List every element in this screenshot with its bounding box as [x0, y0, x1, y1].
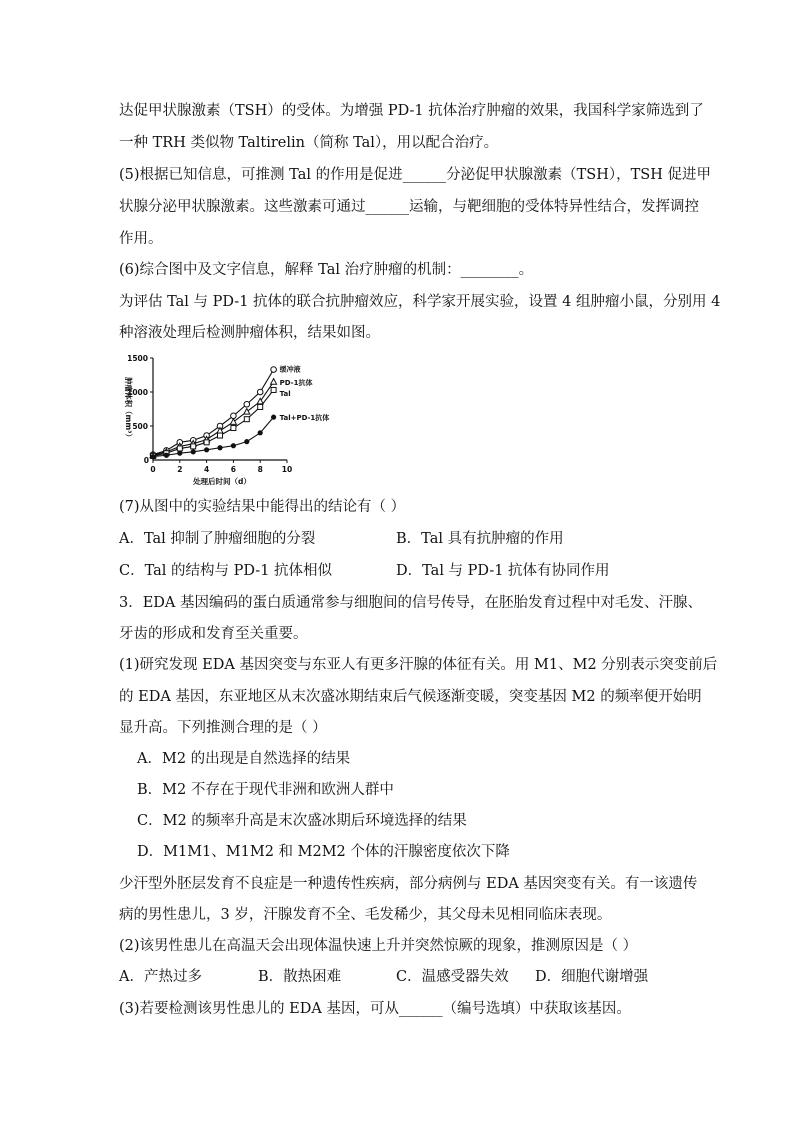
question-3-1-line-1: (1)研究发现 EDA 基因突变与东亚人有更多汗腺的体征有关。用 M1、M2 分别表示突变前后 — [119, 657, 718, 673]
question-3-1-line-3: 显升高。下列推测合理的是（ ） — [119, 720, 327, 736]
x-tick-label: 2 — [177, 465, 183, 474]
data-point — [177, 446, 182, 451]
question-5-line-3: 作用。 — [119, 231, 163, 247]
question-3-1-line-2: 的 EDA 基因，东亚地区从末次盛冰期结束后气候逐渐变暖，突变基因 M2 的频率便开始明 — [119, 689, 702, 705]
question-3-2-option-d[interactable]: D．细胞代谢增强 — [535, 969, 649, 985]
legend-label: 缓冲液 — [279, 365, 301, 374]
experiment-line-2: 种溶液处理后检测肿瘤体积，结果如图。 — [119, 325, 380, 341]
series-line-2 — [153, 390, 274, 456]
chart-axes — [124, 354, 292, 486]
question-7-option-d[interactable]: D．Tal 与 PD-1 抗体有协同作用 — [396, 563, 610, 579]
data-point — [244, 417, 249, 422]
x-tick-label: 8 — [257, 465, 263, 474]
series-line-3 — [153, 417, 274, 456]
question-3-1-option-b[interactable]: B．M2 不存在于现代非洲和欧洲人群中 — [137, 782, 394, 798]
case-line-1: 少汗型外胚层发育不良症是一种遗传性疾病，部分病例与 EDA 基因突变有关。有一该遗传 — [119, 876, 698, 892]
question-3-intro-1: 3．EDA 基因编码的蛋白质通常参与细胞间的信号传导，在胚胎发育过程中对毛发、汗腺、 — [119, 595, 703, 611]
legend-label: Tal — [279, 389, 291, 398]
y-axis-label: 肿瘤体积（mm³） — [124, 377, 133, 441]
data-point — [204, 440, 209, 445]
y-tick-label: 1000 — [127, 388, 148, 397]
data-point — [258, 430, 263, 435]
text-line-2: 一种 TRH 类似物 Taltirelin（简称 Tal），用以配合治疗。 — [119, 135, 499, 151]
x-tick-label: 6 — [230, 465, 237, 474]
data-point — [217, 445, 222, 450]
question-3-2-option-a[interactable]: A．产热过多 — [119, 969, 202, 985]
text-line-1: 达促甲状腺激素（TSH）的受体。为增强 PD-1 抗体治疗肿瘤的效果，我国科学家筛选到了 — [119, 103, 704, 119]
data-point — [218, 433, 223, 438]
y-tick-label: 500 — [132, 422, 148, 431]
question-3-2-option-b[interactable]: B．散热困难 — [258, 969, 342, 985]
data-point — [257, 389, 263, 395]
tumor-volume-chart — [115, 350, 345, 490]
x-tick-label: 4 — [203, 465, 210, 474]
data-point — [164, 453, 169, 458]
data-point — [231, 426, 236, 431]
question-3-intro-2: 牙齿的形成和发育至关重要。 — [119, 626, 308, 642]
y-tick-label: 0 — [143, 456, 149, 465]
data-point — [271, 415, 276, 420]
y-tick-label: 1500 — [127, 354, 148, 363]
series-line-1 — [153, 382, 274, 455]
x-tick-label: 0 — [150, 465, 156, 474]
legend-label: PD-1抗体 — [279, 378, 313, 387]
question-7-option-a[interactable]: A．Tal 抑制了肿瘤细胞的分裂 — [119, 531, 316, 547]
data-point — [191, 449, 196, 454]
question-7-option-b[interactable]: B．Tal 具有抗肿瘤的作用 — [396, 531, 564, 547]
data-point — [244, 439, 249, 444]
data-point — [230, 419, 236, 425]
data-point — [150, 454, 155, 459]
question-3-2-option-c[interactable]: C．温感受器失效 — [396, 969, 509, 985]
data-point — [191, 444, 196, 449]
experiment-line-1: 为评估 Tal 与 PD-1 抗体的联合抗肿瘤效应，科学家开展实验，设置 4 组肿瘤小鼠，分别用 4 — [119, 294, 721, 310]
legend-label: Tal+PD-1抗体 — [279, 414, 330, 423]
data-point — [258, 404, 263, 409]
question-3-1-option-a[interactable]: A．M2 的出现是自然选择的结果 — [137, 751, 351, 767]
chart-legend — [280, 365, 330, 423]
data-point — [244, 409, 250, 415]
x-tick-label: 10 — [281, 465, 293, 474]
question-7-stem: (7)从图中的实验结果中能得出的结论有（ ） — [119, 499, 406, 515]
data-point — [271, 387, 276, 392]
chart-series — [150, 367, 277, 459]
x-axis-label: 处理后时间（d） — [193, 477, 251, 486]
case-line-2: 病的男性患儿，3 岁，汗腺发育不全、毛发稀少，其父母未见相同临床表现。 — [119, 907, 612, 923]
series-line-0 — [153, 370, 274, 455]
question-3-1-option-d[interactable]: D．M1M1、M1M2 和 M2M2 个体的汗腺密度依次下降 — [137, 844, 510, 860]
question-7-option-c[interactable]: C．Tal 的结构与 PD-1 抗体相似 — [119, 563, 333, 579]
question-3-1-option-c[interactable]: C．M2 的频率升高是末次盛冰期后环境选择的结果 — [137, 813, 467, 829]
data-point — [204, 447, 209, 452]
question-5-line-1: (5)根据已知信息，可推测 Tal 的作用是促进______分泌促甲状腺激素（TSH），TSH 促进甲 — [119, 167, 711, 183]
data-point — [244, 401, 250, 407]
question-6: (6)综合图中及文字信息，解释 Tal 治疗肿瘤的机制：________。 — [119, 262, 534, 278]
data-point — [231, 443, 236, 448]
data-point — [177, 451, 182, 456]
question-5-line-2: 状腺分泌甲状腺激素。这些激素可通过______运输，与靶细胞的受体特异性结合，发挥调控 — [119, 199, 699, 215]
data-point — [271, 379, 277, 385]
data-point — [271, 367, 277, 373]
question-3-3-stem: (3)若要检测该男性患儿的 EDA 基因，可从______（编号选填）中获取该基因。 — [119, 1001, 631, 1017]
question-3-2-stem: (2)该男性患儿在高温天会出现体温快速上升并突然惊厥的现象，推测原因是（ ） — [119, 938, 638, 954]
